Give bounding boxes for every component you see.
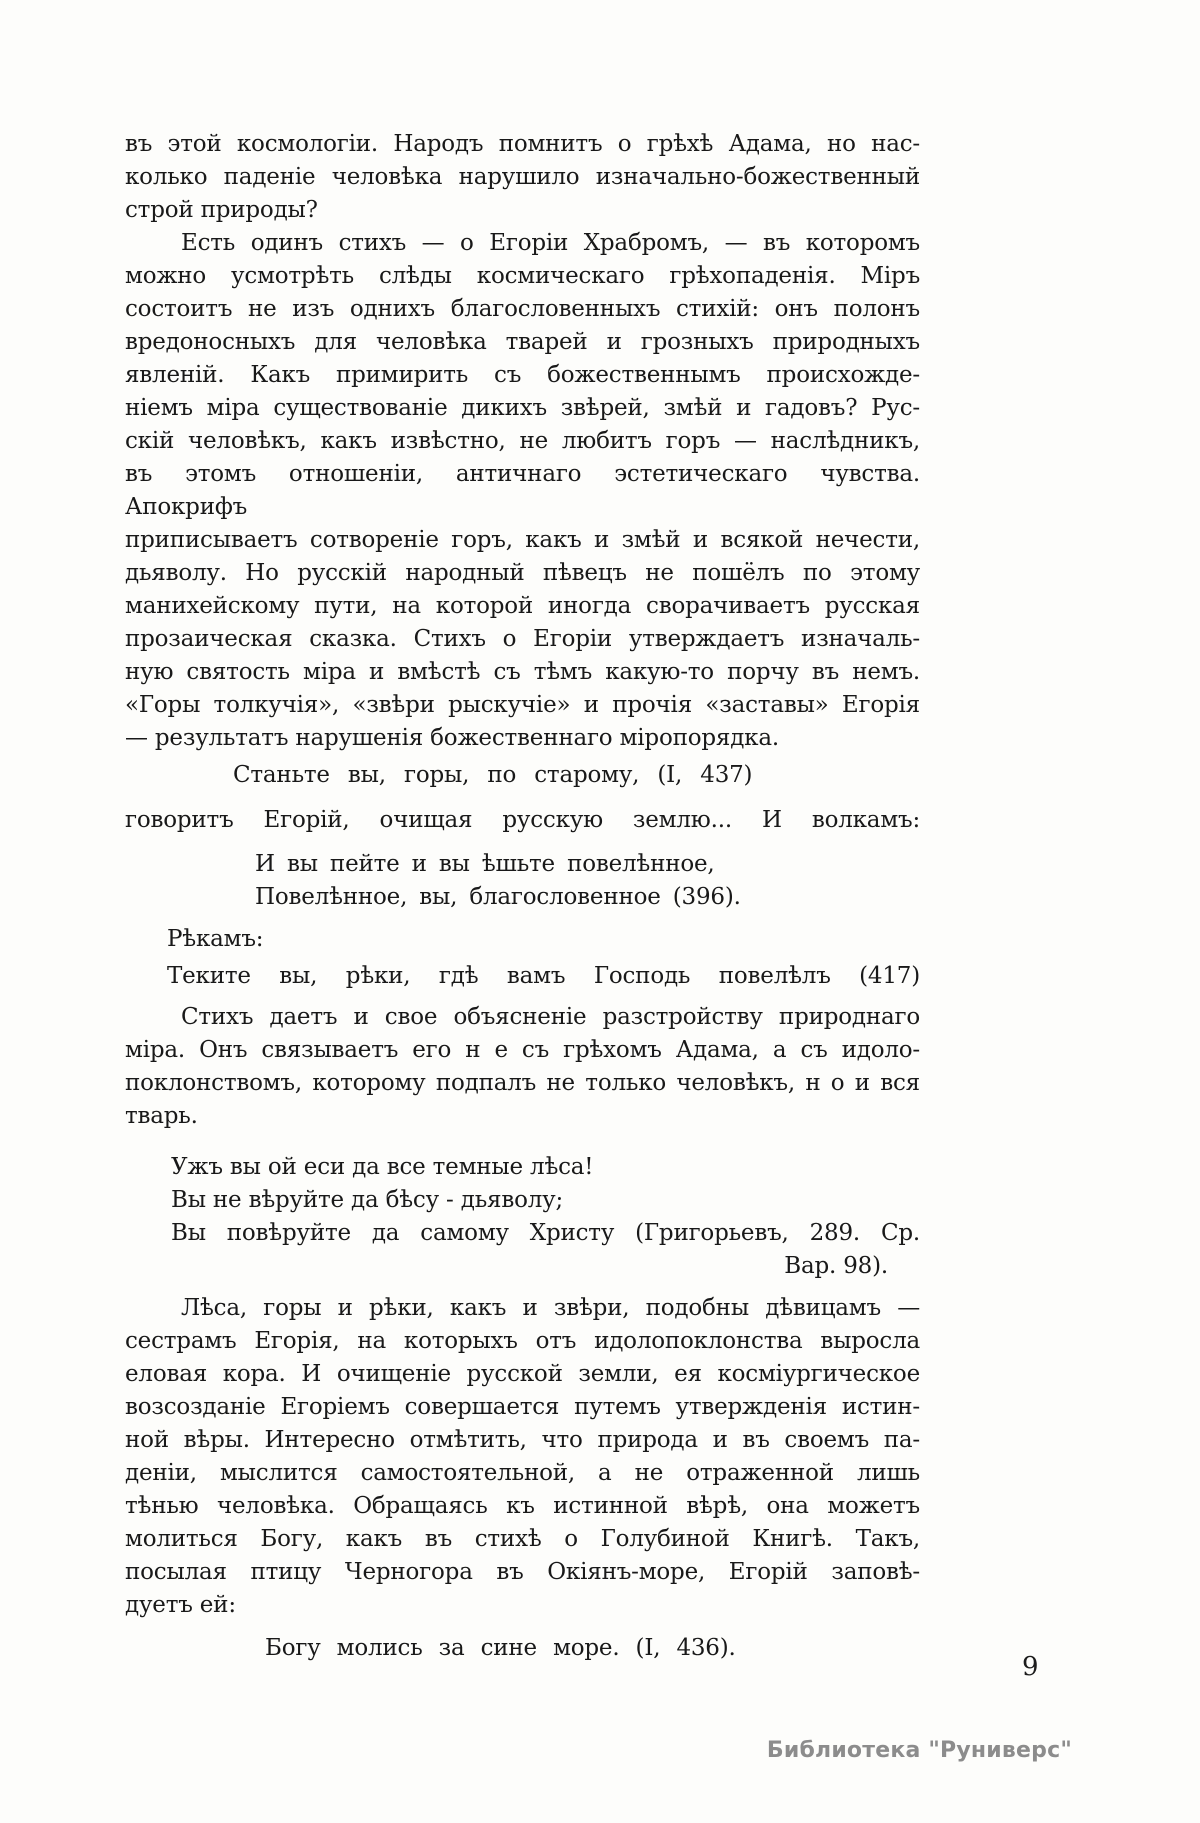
- verse-line: Вы повѣруйте да самому Христу (Григорьевъ, 289. Ср.: [171, 1220, 920, 1246]
- verse-line: Богу молись за сине море. (I, 436).: [265, 1635, 736, 1661]
- library-watermark: Библиотека "Руниверс": [766, 1738, 1072, 1763]
- verse-mountains: [125, 759, 920, 792]
- paragraph-govorit-egoriy: [125, 804, 920, 837]
- text-line: Есть одинъ стихъ — о Егоріи Храбромъ, — въ которомъ: [181, 230, 920, 256]
- text-line: ной вѣры. Интересно отмѣтить, что природа и въ своемъ па-: [125, 1427, 920, 1453]
- text-line: посылая птицу Черногора въ Окіянъ-море, Егорій заповѣ-: [125, 1559, 920, 1585]
- text-line: Лѣса, горы и рѣки, какъ и звѣри, подобны дѣвицамъ —: [181, 1295, 920, 1321]
- verse-wolves: [125, 848, 920, 914]
- text-line: въ этой космологіи. Народъ помнитъ о грѣхѣ Адама, но нас-: [125, 131, 920, 157]
- text-line: явленій. Какъ примирить съ божественнымъ происхожде-: [125, 362, 920, 388]
- verse-line: Вар. 98).: [784, 1253, 888, 1279]
- paragraph-stikh-daet: [125, 1001, 920, 1133]
- page-number: 9: [1022, 1652, 1039, 1682]
- text-line: поклонствомъ, которому подпалъ не только человѣкъ, н о и вся: [125, 1070, 920, 1096]
- text-line: ніемъ міра существованіе дикихъ звѣрей, змѣй и гадовъ? Рус-: [125, 395, 920, 421]
- text-line: тварь.: [125, 1103, 198, 1129]
- paragraph-lesa-gory: [125, 1292, 920, 1622]
- text-line: сестрамъ Егорія, на которыхъ отъ идолопоклонства выросла: [125, 1328, 920, 1354]
- text-line: еловая кора. И очищеніе русской земли, ея косміургическое: [125, 1361, 920, 1387]
- verse-bogu-molis: [125, 1632, 920, 1665]
- text-line: возсозданіе Егоріемъ совершается путемъ утвержденія истин-: [125, 1394, 920, 1420]
- verse-line: Повелѣнное, вы, благословенное (396).: [255, 884, 741, 910]
- text-line: колько паденіе человѣка нарушило изначально-божественный: [125, 164, 920, 190]
- verse-line: И вы пейте и вы ѣшьте повелѣнное,: [255, 851, 715, 877]
- text-line: въ этомъ отношеніи, античнаго эстетическаго чувства. Апокрифъ: [125, 461, 920, 520]
- text-line: вредоносныхъ для человѣка тварей и грозныхъ природныхъ: [125, 329, 920, 355]
- verse-line: Ужъ вы ой еси да все темные лѣса!: [171, 1154, 594, 1180]
- text-line: строй природы?: [125, 197, 318, 223]
- text-line: ную святость міра и вмѣстѣ съ тѣмъ какую-то порчу въ немъ.: [125, 659, 920, 685]
- text-line: Стихъ даетъ и свое объясненіе разстройству природнаго: [181, 1004, 920, 1030]
- text-line: тѣнью человѣка. Обращаясь къ истинной вѣрѣ, она можетъ: [125, 1493, 920, 1519]
- text-line: приписываетъ сотвореніе горъ, какъ и змѣй и всякой нечести,: [125, 527, 920, 553]
- text-line: молиться Богу, какъ въ стихѣ о Голубиной Книгѣ. Такъ,: [125, 1526, 920, 1552]
- text-block: [125, 128, 920, 1665]
- paragraph-rekam: [125, 923, 920, 993]
- text-line: деніи, мыслится самостоятельной, а не отраженной лишь: [125, 1460, 920, 1486]
- text-line: Рѣкамъ:: [167, 926, 264, 952]
- paragraph-egoriy-stikh: [125, 227, 920, 755]
- text-line: говоритъ Егорій, очищая русскую землю... И волкамъ:: [125, 807, 920, 833]
- text-line: прозаическая сказка. Стихъ о Егоріи утверждаетъ изначаль-: [125, 626, 920, 652]
- text-line: манихейскому пути, на которой иногда сворачиваетъ русская: [125, 593, 920, 619]
- text-line: скій человѣкъ, какъ извѣстно, не любитъ горъ — наслѣдникъ,: [125, 428, 920, 454]
- verse-line: Вы не вѣруйте да бѣсу - дьяволу;: [171, 1187, 564, 1213]
- text-line: состоитъ не изъ однихъ благословенныхъ стихій: онъ полонъ: [125, 296, 920, 322]
- text-line: Теките вы, рѣки, гдѣ вамъ Господь повелѣлъ (417): [167, 963, 920, 989]
- text-line: міра. Онъ связываетъ его н е съ грѣхомъ Адама, а съ идоло-: [125, 1037, 920, 1063]
- text-line: можно усмотрѣть слѣды космическаго грѣхопаденія. Міръ: [125, 263, 920, 289]
- text-line: дуетъ ей:: [125, 1592, 236, 1618]
- verse-forests: [125, 1151, 920, 1283]
- text-line: дьяволу. Но русскій народный пѣвецъ не пошёлъ по этому: [125, 560, 920, 586]
- text-line: «Горы толкучія», «звѣри рыскучіе» и прочія «заставы» Егорія: [125, 692, 920, 718]
- text-line: — результатъ нарушенія божественнаго міропорядка.: [125, 725, 779, 751]
- verse-line: Станьте вы, горы, по старому, (I, 437): [233, 762, 753, 788]
- paragraph-cosmology-intro: [125, 128, 920, 227]
